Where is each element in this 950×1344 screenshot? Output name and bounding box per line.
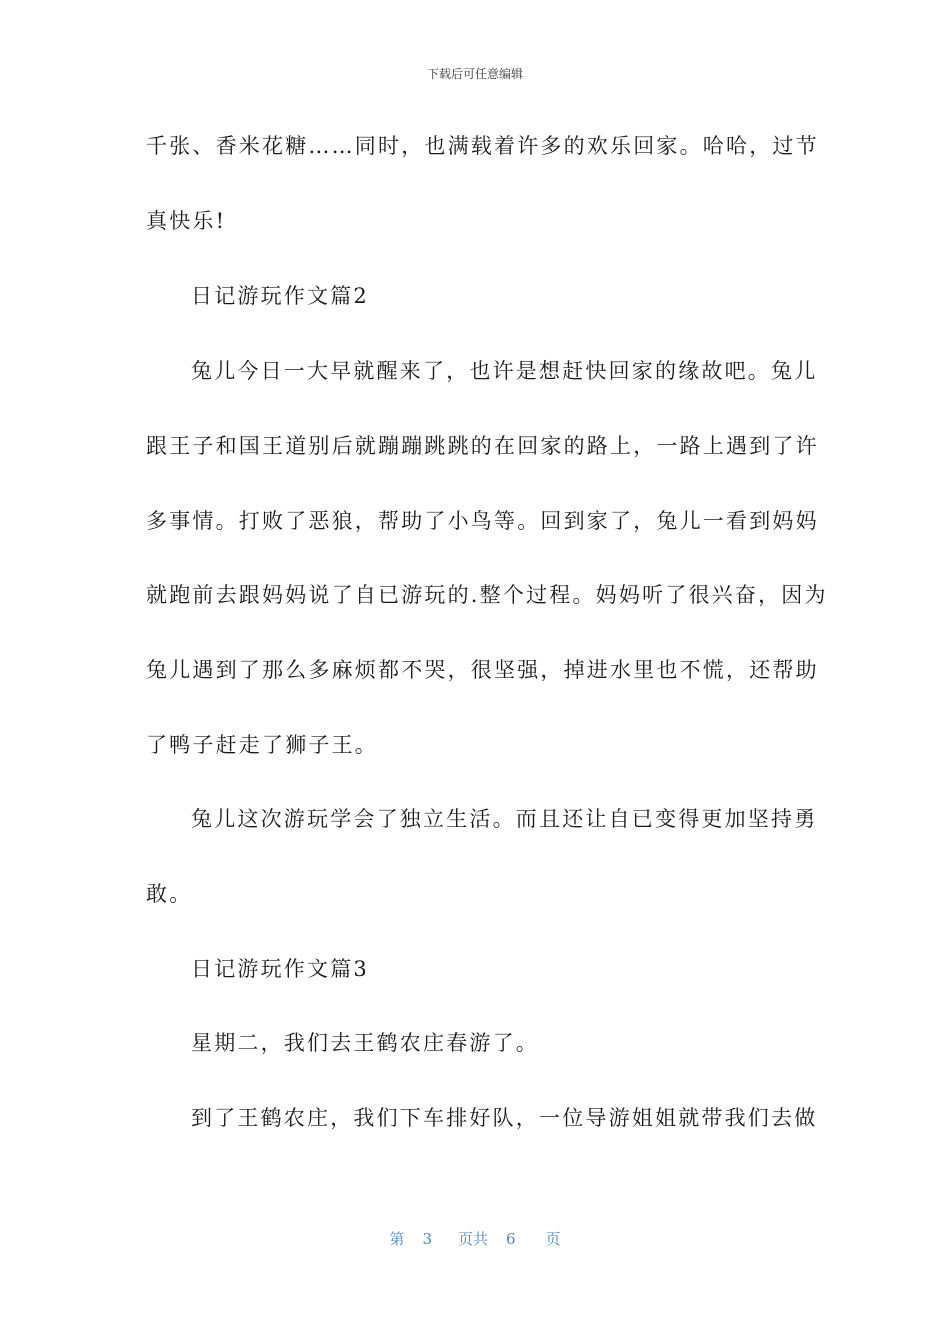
paragraph-line: 敢。 (146, 882, 193, 906)
paragraph-line: 千张、香米花糖……同时，也满载着许多的欢乐回家。哈哈，过节 (146, 134, 819, 158)
paragraph-line: 真快乐! (146, 209, 227, 233)
paragraph-line: 兔儿遇到了那么多麻烦都不哭，很坚强，掉进水里也不慌，还帮助 (146, 658, 819, 682)
total-pages-number: 6 (506, 1230, 516, 1248)
section-heading: 日记游玩作文篇3 (191, 957, 369, 981)
paragraph-line: 了鸭子赶走了狮子王。 (146, 733, 378, 757)
section-heading: 日记游玩作文篇2 (191, 284, 369, 308)
page-label-suffix: 页 (545, 1230, 561, 1248)
paragraph-line: 到了王鹤农庄，我们下车排好队，一位导游姐姐就带我们去做 (191, 1106, 818, 1130)
paragraph-line: 就跑前去跟妈妈说了自已游玩的.整个过程。妈妈听了很兴奋，因为 (146, 583, 828, 607)
page-header: 下载后可任意编辑 (426, 67, 523, 81)
page-footer (0, 1229, 950, 1249)
current-page-number: 3 (422, 1230, 432, 1248)
paragraph-line: 星期二，我们去王鹤农庄春游了。 (191, 1031, 539, 1055)
page-label-mid: 页共 (457, 1230, 488, 1248)
paragraph-line: 兔儿这次游玩学会了独立生活。而且还让自已变得更加坚持勇 (191, 807, 818, 831)
paragraph-line: 兔儿今日一大早就醒来了，也许是想赶快回家的缘故吧。兔儿 (191, 359, 818, 383)
page-label-prefix: 第 (389, 1230, 405, 1248)
paragraph-line: 跟王子和国王道别后就蹦蹦跳跳的在回家的路上，一路上遇到了许 (146, 434, 819, 458)
paragraph-line: 多事情。打败了恶狼，帮助了小鸟等。回到家了，兔儿一看到妈妈 (146, 509, 819, 533)
